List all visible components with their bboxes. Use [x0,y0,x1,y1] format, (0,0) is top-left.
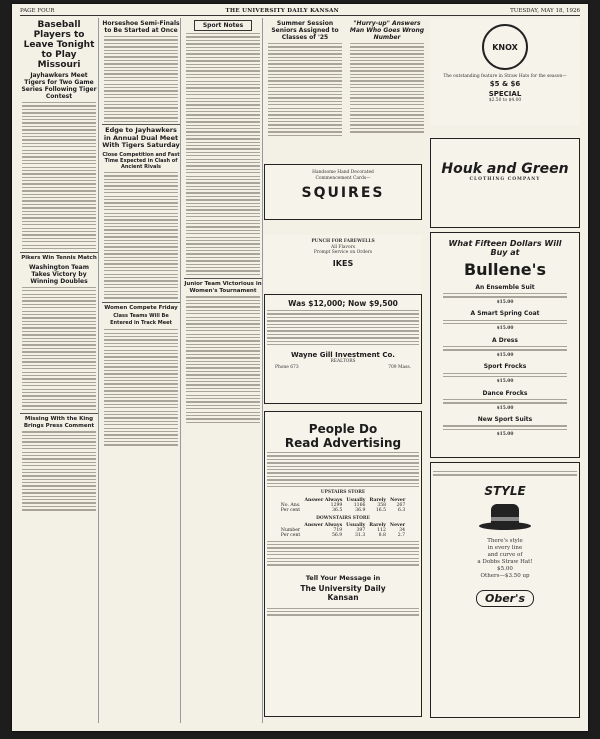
table-cell: 31.3 [355,533,366,539]
table-header: Usually [346,523,366,529]
ad-brand: KNOX [492,42,518,52]
table-cell: No. Ans. [280,502,301,508]
ad-brand: Bullene's [463,260,547,279]
ad-phone: Phone 673 [275,364,299,370]
column-5 [348,18,426,158]
table-cell: Per cent [280,507,301,513]
ad-line: a Dobbs Straw Hat! [477,558,533,565]
ad-title: Read Advertising [284,436,402,450]
ad-brand: Houk and Green [441,161,569,177]
table-cell: 34 [399,528,406,534]
knox-seal-icon [482,24,528,70]
ad-address: 709 Mass. [388,364,411,370]
item-price: $15.00 [496,405,514,411]
item-price: $15.00 [496,379,514,385]
table-cell: Per cent [280,533,301,539]
ad-knox [430,18,580,126]
headline-junior-team: Junior Team Victorious in Women's Tournament [184,278,262,294]
table-cell: 719 [333,528,343,534]
subhead-women-compete: Class Teams Will Be Entered in Track Meet [110,313,172,327]
ad-price: Others—$3.50 up [480,572,530,579]
table-row [279,533,407,538]
table-cell: 1299 [330,502,343,508]
table-cell: 16.5 [375,507,387,513]
ad-line: All Flavors [331,244,355,250]
item-title: A Smart Spring Coat [470,310,540,318]
ad-bullenes [430,232,580,458]
ad-body [433,471,577,476]
table-header: Usually [346,497,366,503]
list-item [431,363,579,384]
item-price: $15.00 [496,299,514,305]
ad-brand: Ober's [476,590,534,607]
ad-line: The outstanding feature in Straw Hats for the season— [443,74,567,79]
item-desc [443,373,567,378]
item-price: $15.00 [496,432,514,438]
ad-body [267,310,419,345]
subhead-dual-meet: Close Competition and Fast Time Expected in Clash of Ancient Rivals [102,151,180,170]
article-body [104,172,178,299]
item-title: An Ensemble Suit [475,284,535,291]
article-body [186,296,260,423]
ad-table-title: UPSTAIRS STORE [320,490,366,496]
ad-title: People Do [308,422,378,436]
article-body [22,102,96,249]
ad-brand: Wayne Gill Investment Co. [291,351,395,360]
paper-title: THE UNIVERSITY DAILY KANSAN [225,8,339,14]
ad-line: Commencement Cards— [315,175,371,181]
ad-line: Prompt Service on Orders [313,250,373,256]
article-body [104,36,178,122]
masthead [20,7,580,16]
headline-sport-notes: Sport Notes [194,20,252,31]
table-cell: Number [280,528,301,534]
ad-houk-green [430,138,580,228]
headline-summer-seniors: Summer Session Seniors Assigned to Classes of '25 [271,20,339,41]
table-row [279,508,408,513]
table-header: Rarely [369,523,386,529]
headline-king: Missing With the King Brings Press Comment [20,413,98,429]
item-price: $15.00 [496,326,514,332]
headline-horseshoe: Horseshoe Semi-Finals to Be Started at Once [102,20,180,34]
ad-squires [264,164,422,220]
ad-items [431,284,579,438]
ad-line: SPECIAL [488,89,522,98]
item-desc [443,293,567,298]
headline-hurry-up: "Hurry-up" Answers Man Who Goes Wrong Number [349,20,425,41]
table-cell: 8.8 [378,533,386,539]
item-desc [443,425,567,430]
item-desc [443,399,567,404]
table-cell: 6.3 [397,507,406,513]
table-header: Never [389,523,406,529]
table-cell: 112 [377,528,386,534]
column-3 [184,18,263,723]
ad-line: There's style [487,537,523,544]
table-cell: 36.9 [355,507,366,513]
ad-brand: IKES [332,258,354,268]
table-header: Rarely [369,497,387,503]
column-4 [266,18,344,158]
ad-line: PUNCH FOR FAREWELLS [311,239,375,244]
article-body [350,43,424,132]
headline-women-compete: Women Compete Friday [102,302,180,312]
column-1 [20,18,99,723]
ad-paper: Kansan [327,592,359,602]
article-body [186,33,260,275]
article-body [104,329,178,446]
ad-people-read [264,411,422,717]
item-desc [443,346,567,351]
ad-contact [265,365,421,371]
article-body [22,431,96,510]
table-cell: 36.5 [332,507,343,513]
ad-table-title: DOWNSTAIRS STORE [316,515,370,521]
item-title: A Dress [492,336,518,344]
table-cell: 2.7 [397,533,406,539]
table-cell: 267 [396,502,406,508]
ad-line: Handsome Hand Decorated [312,170,374,175]
list-item [431,390,579,411]
headline-baseball: Baseball Players to Leave Tonight to Play Missouri [23,20,95,70]
ad-line: in every line [487,544,523,551]
page-number: PAGE FOUR [20,8,55,14]
ad-line: and curve of [487,551,523,558]
ad-price: $5.00 [497,565,513,572]
ad-price: $2.50 to $4.00 [488,97,522,103]
upstairs-table [279,498,408,513]
item-title: Sport Frocks [483,363,527,371]
ad-line: REALTORS [330,359,356,365]
downstairs-table [279,523,407,538]
subhead-tennis: Washington Team Takes Victory by Winning Doubles [29,263,89,285]
ad-wayne-gill [264,294,422,404]
ad-price: Was $12,000; Now $9,500 [288,299,398,308]
table-cell: 1166 [353,502,366,508]
list-item [431,416,579,437]
ad-price: $5 & $6 [489,79,521,88]
headline-tennis: Pikers Win Tennis Match [20,252,98,262]
table-cell: 56.9 [331,533,343,539]
ad-obers [430,462,580,718]
subhead-jayhawkers: Jayhawkers Meet Tigers for Two Game Series Following Tiger Contest [21,72,97,100]
item-title: New Sport Suits [477,416,533,424]
issue-date: TUESDAY, MAY 18, 1926 [510,8,580,14]
column-2 [102,18,181,723]
headline-dual-meet: Edge to Jayhawkers in Annual Dual Meet With Tigers Saturday [102,126,180,150]
table-header: Answer Always [304,497,343,503]
item-title: Dance Frocks [482,389,528,397]
table-cell: 358 [377,502,387,508]
list-item [431,310,579,331]
table-header: Never [390,497,406,503]
ad-line: CLOTHING COMPANY [469,177,541,182]
list-item [431,337,579,358]
ad-body [267,541,419,566]
ad-brand: SQUIRES [301,185,385,202]
item-desc [443,320,567,325]
ad-body [267,452,419,487]
newspaper-page [12,4,588,731]
straw-hat-icon [479,504,531,532]
list-item [431,284,579,305]
article-body [22,287,96,410]
ad-logo: STYLE [484,483,526,498]
ad-paper: The University Daily [300,583,386,593]
article-body [268,43,342,136]
ad-intro: What Fifteen Dollars Will Buy at [448,239,562,257]
ad-ikes [264,235,422,291]
table-header: Answer Always [304,523,343,529]
table-cell: 397 [356,528,366,534]
ad-line: Tell Your Message in [305,573,381,582]
ad-body [267,608,419,616]
item-price: $15.00 [496,352,514,358]
